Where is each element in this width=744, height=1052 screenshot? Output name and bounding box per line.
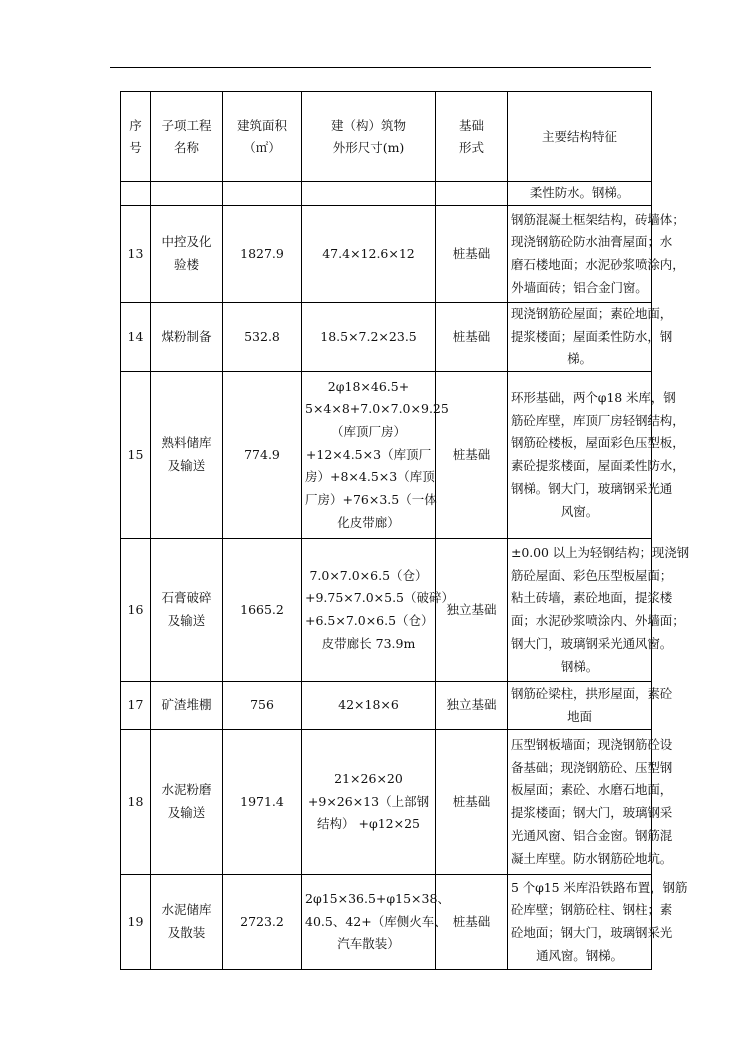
cell-area: 756	[223, 682, 302, 730]
cell-name	[151, 539, 223, 682]
cell-area: 1971.4	[223, 730, 302, 875]
header-size	[302, 92, 436, 182]
cell-line: 现浇钢筋砼防水油膏屋面；水	[511, 234, 673, 250]
cell-line: 及输送	[167, 458, 206, 474]
cell-line: 汽车散装）	[337, 936, 400, 952]
header-features	[508, 92, 652, 182]
header-name	[151, 92, 223, 182]
cell-line: 序	[129, 118, 142, 133]
cell-line: 煤粉制备	[161, 328, 212, 344]
cell-line: 水泥粉磨	[161, 782, 212, 798]
cell-line: +9×26×13（上部钢	[307, 793, 430, 809]
cell-line: +6.5×7.0×6.5（仓）	[305, 613, 434, 629]
cell-seq: 16	[121, 539, 151, 682]
header-foundation	[436, 92, 508, 182]
cell-line: 梯。	[567, 351, 592, 367]
cell-features	[508, 206, 685, 303]
table-row	[121, 539, 652, 682]
cell-line: 现浇钢筋砼屋面；素砼地面，	[511, 306, 673, 321]
cell-line: 47.4×12.6×12	[322, 245, 415, 261]
cell-features	[508, 875, 688, 970]
cell-size	[302, 875, 450, 970]
table-row	[121, 682, 652, 730]
cell-line: 石膏破碎	[161, 590, 212, 606]
cell-seq: 14	[121, 303, 151, 372]
cell-line: 外形尺寸(m)	[332, 139, 405, 155]
cell-line: （库顶厂房）	[330, 424, 406, 440]
cell-seq: 15	[121, 372, 151, 539]
header-rule	[110, 67, 651, 68]
cell-name	[151, 206, 223, 303]
cell-area: 1665.2	[223, 539, 302, 682]
cell-line: 厂房）+76×3.5（一体	[305, 492, 437, 508]
cell-empty	[151, 182, 223, 206]
cell-foundation: 桩基础	[436, 372, 508, 539]
header-seq	[121, 92, 151, 182]
cell-line: 砼地面；钢大门，玻璃钢采光	[511, 925, 673, 941]
cell-name	[151, 875, 223, 970]
cell-line: 钢筋砼楼板，屋面彩色压型板，	[511, 435, 685, 451]
cell-seq: 13	[121, 206, 151, 303]
cell-line: 面；水泥砂浆喷涂内、外墙面；	[511, 613, 685, 629]
cell-line: 号	[129, 139, 142, 155]
cell-features	[508, 372, 685, 539]
cell-line: 粘土砖墙，素砼地面，提浆楼	[511, 590, 673, 606]
cell-name	[151, 730, 223, 875]
cell-size	[302, 206, 436, 303]
cell-line: 18.5×7.2×23.5	[320, 328, 417, 344]
cell-line: +12×4.5×3（库顶厂	[305, 446, 432, 462]
cell-line: 形式	[458, 139, 484, 155]
cell-line: 2φ15×36.5+φ15×38、	[305, 891, 450, 907]
cell-line: 板屋面；素砼、水磨石地面，	[511, 782, 673, 798]
cell-line: 及输送	[167, 613, 206, 629]
cell-line: 基础	[458, 118, 484, 133]
cell-line: 素砼提浆楼面，屋面柔性防水，	[511, 458, 685, 474]
cell-line: 建（构）筑物	[330, 118, 406, 133]
cell-line: ±0.00 以上为轻钢结构；现浇钢	[511, 545, 690, 560]
cell-line: 及散装	[167, 925, 206, 941]
cell-seq: 18	[121, 730, 151, 875]
cell-line: 备基础；现浇钢筋砼、压型钢	[511, 759, 673, 775]
cell-size	[302, 303, 436, 372]
cell-foundation: 桩基础	[436, 875, 508, 970]
cell-line: 地面	[567, 708, 592, 724]
cell-line: 皮带廊长 73.9m	[321, 635, 416, 651]
cell-line: 凝土库壁。防水钢筋砼地坑。	[511, 850, 673, 866]
cell-line: 环形基础，两个φ18 米库，钢	[511, 390, 676, 405]
cell-line: 砼库壁；钢筋砼柱、钢柱；素	[511, 902, 673, 918]
cell-line: 房）+8×4.5×3（库顶	[305, 469, 435, 485]
table-row	[121, 875, 652, 970]
cell-line: 筋砼屋面、彩色压型板屋面；	[511, 567, 673, 583]
cell-line: 钢梯。钢大门，玻璃钢采光通	[511, 480, 673, 496]
cell-empty	[302, 182, 436, 206]
cell-area: 2723.2	[223, 875, 302, 970]
cell-line: 5×4×8+7.0×7.0×9.25	[305, 401, 449, 417]
cell-line: 钢大门，玻璃钢采光通风窗。	[511, 635, 673, 651]
continuation-features	[508, 182, 652, 206]
cell-line: 筋砼库壁，库顶厂房轻钢结构，	[511, 412, 685, 428]
table-row	[121, 303, 652, 372]
cell-line: +9.75×7.0×5.5（破碎）	[305, 590, 455, 606]
cell-line: 钢筋混凝土框架结构，砖墙体；	[511, 211, 685, 227]
cell-line: 及输送	[167, 805, 206, 821]
cell-foundation: 独立基础	[436, 539, 508, 682]
cell-line: 42×18×6	[338, 697, 399, 713]
cell-size	[302, 682, 436, 730]
cell-line: 验楼	[173, 257, 199, 272]
cell-foundation: 桩基础	[436, 206, 508, 303]
cell-name	[151, 682, 223, 730]
cell-line: 磨石楼地面；水泥砂浆喷涂内，	[511, 257, 685, 272]
cell-line: 40.5、42+（库侧火车、	[305, 913, 447, 929]
cell-seq: 17	[121, 682, 151, 730]
table-header-row	[121, 92, 652, 182]
cell-features	[508, 682, 673, 730]
cell-size	[302, 539, 455, 682]
cell-seq: 19	[121, 875, 151, 970]
cell-line: 主要结构特征	[541, 128, 617, 144]
cell-line: 风窗。	[560, 503, 599, 519]
cell-size	[302, 372, 449, 539]
cell-features	[508, 730, 673, 875]
cell-empty	[436, 182, 508, 206]
cell-line: 矿渣堆棚	[161, 697, 212, 713]
header-area	[223, 92, 302, 182]
cell-line: 2φ18×46.5+	[327, 378, 410, 394]
cell-foundation: 桩基础	[436, 730, 508, 875]
table-row	[121, 372, 652, 539]
cell-line: 子项工程	[161, 118, 212, 133]
cell-line: 通风窗。钢梯。	[536, 947, 623, 963]
cell-area: 774.9	[223, 372, 302, 539]
cell-foundation: 独立基础	[436, 682, 508, 730]
cell-line: 提浆楼面；钢大门，玻璃钢采	[511, 805, 673, 821]
cell-line: 结构） +φ12×25	[317, 816, 420, 832]
cell-line: 21×26×20	[334, 771, 403, 787]
cell-line: 水泥储库	[161, 902, 212, 918]
cell-line: （㎡）	[243, 139, 281, 155]
cell-line: 化皮带廊）	[337, 514, 400, 530]
cell-empty	[121, 182, 151, 206]
cell-size	[302, 730, 436, 875]
cell-line: 压型钢板墙面；现浇钢筋砼设	[511, 737, 673, 752]
cell-empty	[223, 182, 302, 206]
cell-line: 熟料储库	[161, 435, 212, 451]
cell-line: 钢梯。	[560, 658, 599, 674]
cell-line: 外墙面砖；铝合金门窗。	[511, 279, 648, 295]
cell-line: 中控及化	[161, 234, 212, 250]
cell-foundation: 桩基础	[436, 303, 508, 372]
cell-area: 1827.9	[223, 206, 302, 303]
cell-area: 532.8	[223, 303, 302, 372]
cell-name	[151, 303, 223, 372]
cell-line: 钢筋砼梁柱，拱形屋面，素砼	[511, 685, 673, 701]
cell-features	[508, 303, 673, 372]
cell-name	[151, 372, 223, 539]
cell-line: 建筑面积	[236, 118, 287, 133]
cell-features	[508, 539, 690, 682]
table-row	[121, 730, 652, 875]
table-row	[121, 206, 652, 303]
continuation-row	[121, 182, 652, 206]
cell-line: 提浆楼面；屋面柔性防水，钢	[511, 328, 673, 344]
cell-line: 5 个φ15 米库沿铁路布置，钢筋	[511, 879, 688, 895]
cell-line: 光通风窗、铝合金窗。钢筋混	[511, 827, 673, 843]
cell-line: 柔性防水。钢梯。	[529, 185, 630, 201]
cell-line: 7.0×7.0×6.5（仓）	[309, 567, 428, 583]
cell-line: 名称	[173, 139, 199, 155]
structure-table	[120, 91, 690, 970]
